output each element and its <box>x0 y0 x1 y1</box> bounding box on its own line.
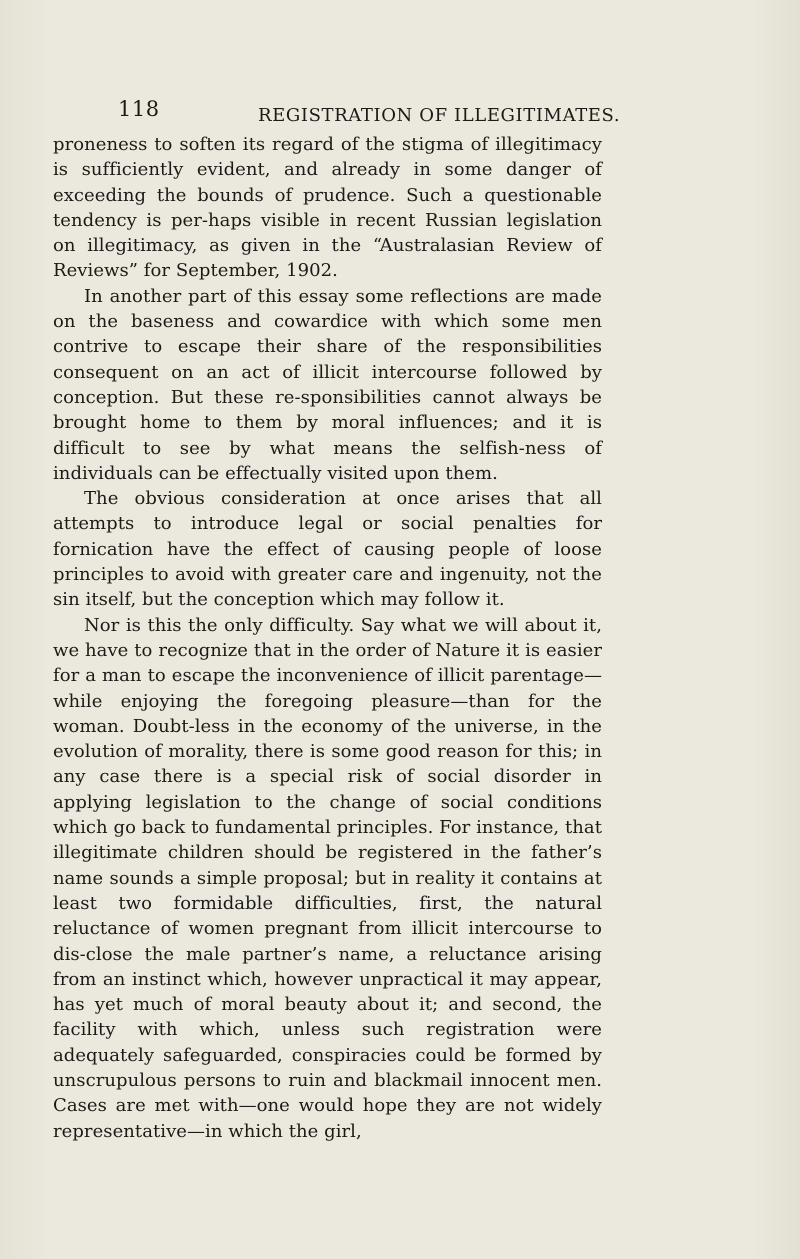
page-number: 118 <box>118 97 160 121</box>
paragraph-continuation: proneness to soften its regard of the stigma of illegitimacy is sufficiently evident, and already in some danger of exceeding the bounds of prudence. Such a questionable tendency is per-haps visible in recent Russian legislation on illegitimacy, as given in the “Australasian Review of Reviews” for September, 1902. <box>53 134 602 282</box>
paragraph-baseness: In another part of this essay some reflections are made on the baseness and cowardice with which some men contrive to escape their share of the responsibilities consequent on an act of illicit intercourse followed by conception. But these re-sponsibilities cannot always be brought home to them by moral influences; and it is difficult to see by what means the selfish-ness of individuals can be effectually visited upon them. <box>53 285 602 484</box>
page-header <box>118 97 621 127</box>
body-text <box>53 132 602 1144</box>
paragraph-obvious-consideration: The obvious consideration at once arises that all attempts to introduce legal or social penalties for fornication have the effect of causing people of loose principles to avoid with greater care and ingenuity, not the sin itself, but the conception which may follow it. <box>53 488 602 611</box>
paragraph-only-difficulty: Nor is this the only difficulty. Say what we will about it, we have to recognize that in the order of Nature it is easier for a man to escape the inconvenience of illicit parentage—while enjoying the foregoing pleasure—than for the woman. Doubt-less in the economy of the universe, in the evolution of morality, there is some good reason for this; in any case there is a special risk of social disorder in applying legislation to the change of social conditions which go back to fundamental principles. For instance, that illegitimate children should be registered in the father’s name sounds a simple proposal; but in reality it contains at least two formidable difficulties, first, the natural reluctance of women pregnant from illicit intercourse to dis-close the male partner’s name, a reluctance arising from an instinct which, however unpractical it may appear, has yet much of moral beauty about it; and second, the facility with which, unless such registration were adequately safeguarded, conspiracies could be formed by unscrupulous persons to ruin and blackmail innocent men. Cases are met with—one would hope they are not widely representative—in which the girl, <box>53 614 602 1142</box>
running-title: REGISTRATION OF ILLEGITIMATES. <box>258 105 621 126</box>
